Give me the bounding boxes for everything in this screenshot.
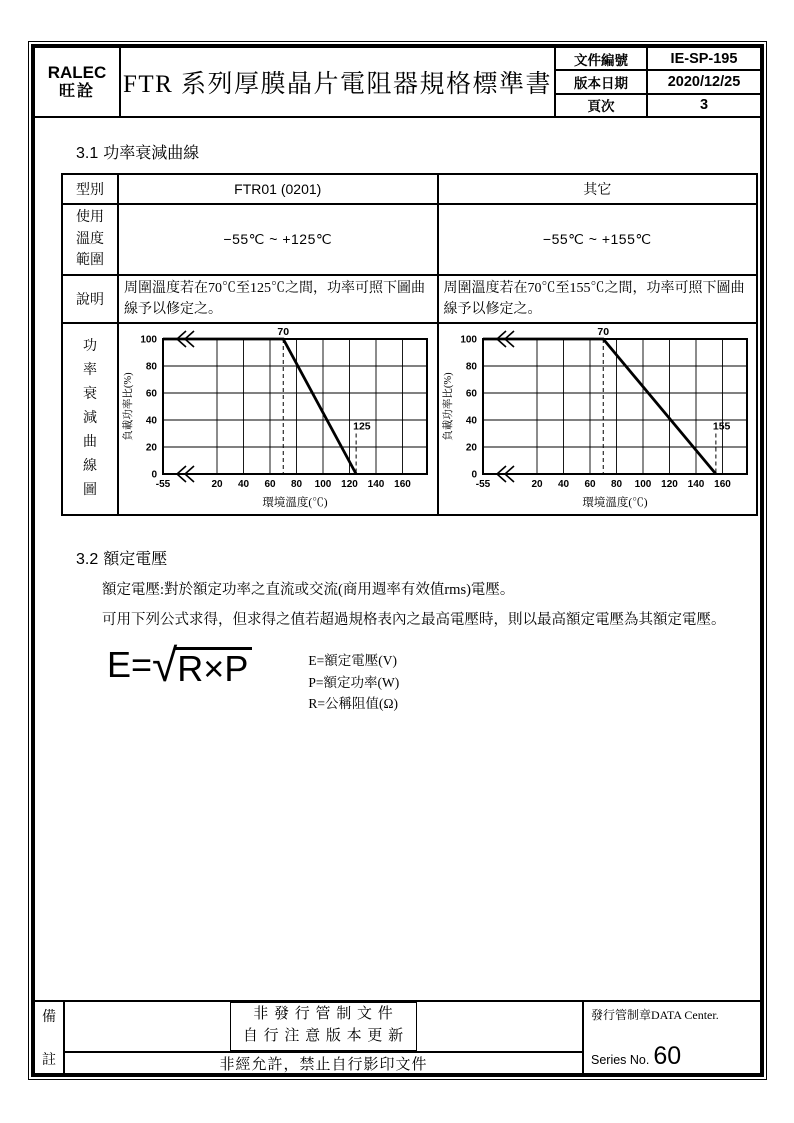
notice-line-2: 自 行 注 意 版 本 更 新 [242,1027,405,1044]
type-left-cell: FTR01 (0201) [118,174,438,204]
footer-right [584,1002,760,1073]
section-32-title: 額定電壓 [103,551,168,569]
header-fields [556,48,760,116]
series-number-value: 60 [653,1042,682,1070]
doc-number-label: 文件編號 [556,48,648,69]
header-field-page [556,95,760,116]
temp-left-cell: −55℃ ~ +125℃ [118,204,438,275]
svg-text:160: 160 [713,479,731,491]
svg-text:20: 20 [211,479,223,491]
svg-text:40: 40 [465,415,477,427]
svg-text:0: 0 [151,469,157,481]
page-number-value: 3 [699,97,709,114]
page-frame [31,44,764,1077]
svg-text:-55: -55 [155,479,171,491]
derating-chart-ftr01 [119,326,439,510]
derating-chart-other [439,326,759,510]
control-notice-box [230,1002,417,1051]
document-footer [35,1000,760,1073]
desc-label-cell: 說明 [62,275,118,323]
desc-right-cell: 周圍溫度若在70℃至155℃之間，功率可照下圖曲線予以修定之。 [438,275,758,323]
document-header [35,48,760,118]
svg-text:80: 80 [145,361,157,373]
control-stamp-text: 發行管制章DATA Center. [591,1008,719,1022]
svg-text:80: 80 [610,479,622,491]
table-row-charts [62,323,757,515]
legend-r: R=公稱阻值(Ω) [308,696,398,712]
company-logo [35,48,121,116]
legend-p: P=額定功率(W) [308,674,400,690]
svg-text:140: 140 [687,479,704,491]
svg-text:100: 100 [459,334,477,346]
table-row-temperature-range [62,204,757,275]
section-31-title: 功率衰減曲線 [103,145,200,162]
svg-text:60: 60 [264,479,276,491]
derating-spec-table [61,173,758,516]
header-field-version-date [556,71,760,94]
formula-radicand: R×P [175,647,252,687]
section-32-heading [76,546,754,569]
rated-voltage-rule: 可用下列公式求得，但求得之值若超過規格表內之最高電壓時，則以最高額定電壓為其額定電壓。 [102,611,726,628]
svg-text:60: 60 [145,388,157,400]
notice-line-1: 非 發 行 管 制 文 件 [253,1006,394,1022]
temp-label-cell [62,204,118,275]
chart-label-cell [62,323,118,515]
chart-cell-ftr01 [118,323,438,515]
logo-text-ralec: RALEC [47,63,107,83]
svg-text:環境溫度(℃): 環境溫度(℃) [262,497,328,510]
temp-right-cell: −55℃ ~ +155℃ [438,204,758,275]
type-label-cell: 型別 [62,174,118,204]
rated-voltage-formula-block [107,639,754,715]
section-32-number: 3.2 [76,551,99,569]
footer-side-label [35,1002,65,1073]
svg-text:155: 155 [712,420,730,433]
section-31-number: 3.1 [76,145,99,162]
svg-text:100: 100 [634,479,651,491]
version-date-label: 版本日期 [556,71,648,92]
doc-number-value: IE-SP-195 [670,50,738,67]
svg-text:0: 0 [470,469,477,481]
sqrt-symbol: √ [152,639,178,691]
formula-lhs: E= [107,644,153,685]
svg-text:70: 70 [277,326,290,339]
table-row-description [62,275,757,323]
table-row-type [62,174,757,204]
svg-text:100: 100 [140,334,157,346]
svg-text:125: 125 [353,420,371,433]
footer-side-bottom: 註 [42,1053,56,1068]
svg-text:160: 160 [394,479,411,491]
chart-label-text: 功率衰減曲線圖 [83,339,97,499]
svg-text:60: 60 [465,388,477,400]
svg-text:40: 40 [557,479,569,491]
header-field-doc-number [556,48,760,71]
legend-e: E=額定電壓(V) [308,653,397,668]
svg-text:120: 120 [660,479,678,491]
svg-text:20: 20 [465,442,477,454]
svg-text:40: 40 [145,415,157,427]
series-number [591,1044,758,1069]
document-title: FTR 系列厚膜晶片電阻器規格標準書 [121,48,556,116]
svg-text:120: 120 [341,479,358,491]
svg-text:80: 80 [290,479,303,491]
footer-middle [65,1002,584,1073]
svg-text:-55: -55 [475,479,490,491]
chart-cell-other [438,323,758,515]
svg-text:70: 70 [596,326,609,339]
svg-text:環境溫度(℃): 環境溫度(℃) [581,497,648,510]
svg-text:20: 20 [530,479,543,491]
type-right-cell: 其它 [438,174,758,204]
svg-text:20: 20 [145,442,157,454]
svg-text:負載功率比(%): 負載功率比(%) [123,372,134,441]
logo-text-cjk: 旺詮 [58,82,95,100]
svg-text:100: 100 [314,479,332,491]
svg-text:80: 80 [465,361,477,373]
formula-e-sqrt-rp [107,639,252,691]
svg-text:140: 140 [367,479,385,491]
series-number-label: Series No. [591,1053,650,1067]
version-date-value: 2020/12/25 [667,73,741,90]
formula-legend [308,650,399,715]
rated-voltage-definition: 額定電壓:對於額定功率之直流或交流(商用週率有效值rms)電壓。 [102,582,515,599]
section-31-heading [76,140,754,163]
svg-text:40: 40 [237,479,250,491]
page-number-label: 頁次 [556,95,648,116]
temp-label-text: 使用溫度範圍 [76,210,104,269]
footer-notice-area [65,1002,582,1053]
document-body [35,118,760,1000]
copy-prohibition-note: 非經允許，禁止自行影印文件 [219,1056,428,1073]
desc-left-cell: 周圍溫度若在70℃至125℃之間，功率可照下圖曲線予以修定之。 [118,275,438,323]
svg-text:負載功率比(%): 負載功率比(%) [442,372,454,441]
footer-side-top: 備 [42,1010,56,1025]
svg-text:60: 60 [583,479,596,491]
